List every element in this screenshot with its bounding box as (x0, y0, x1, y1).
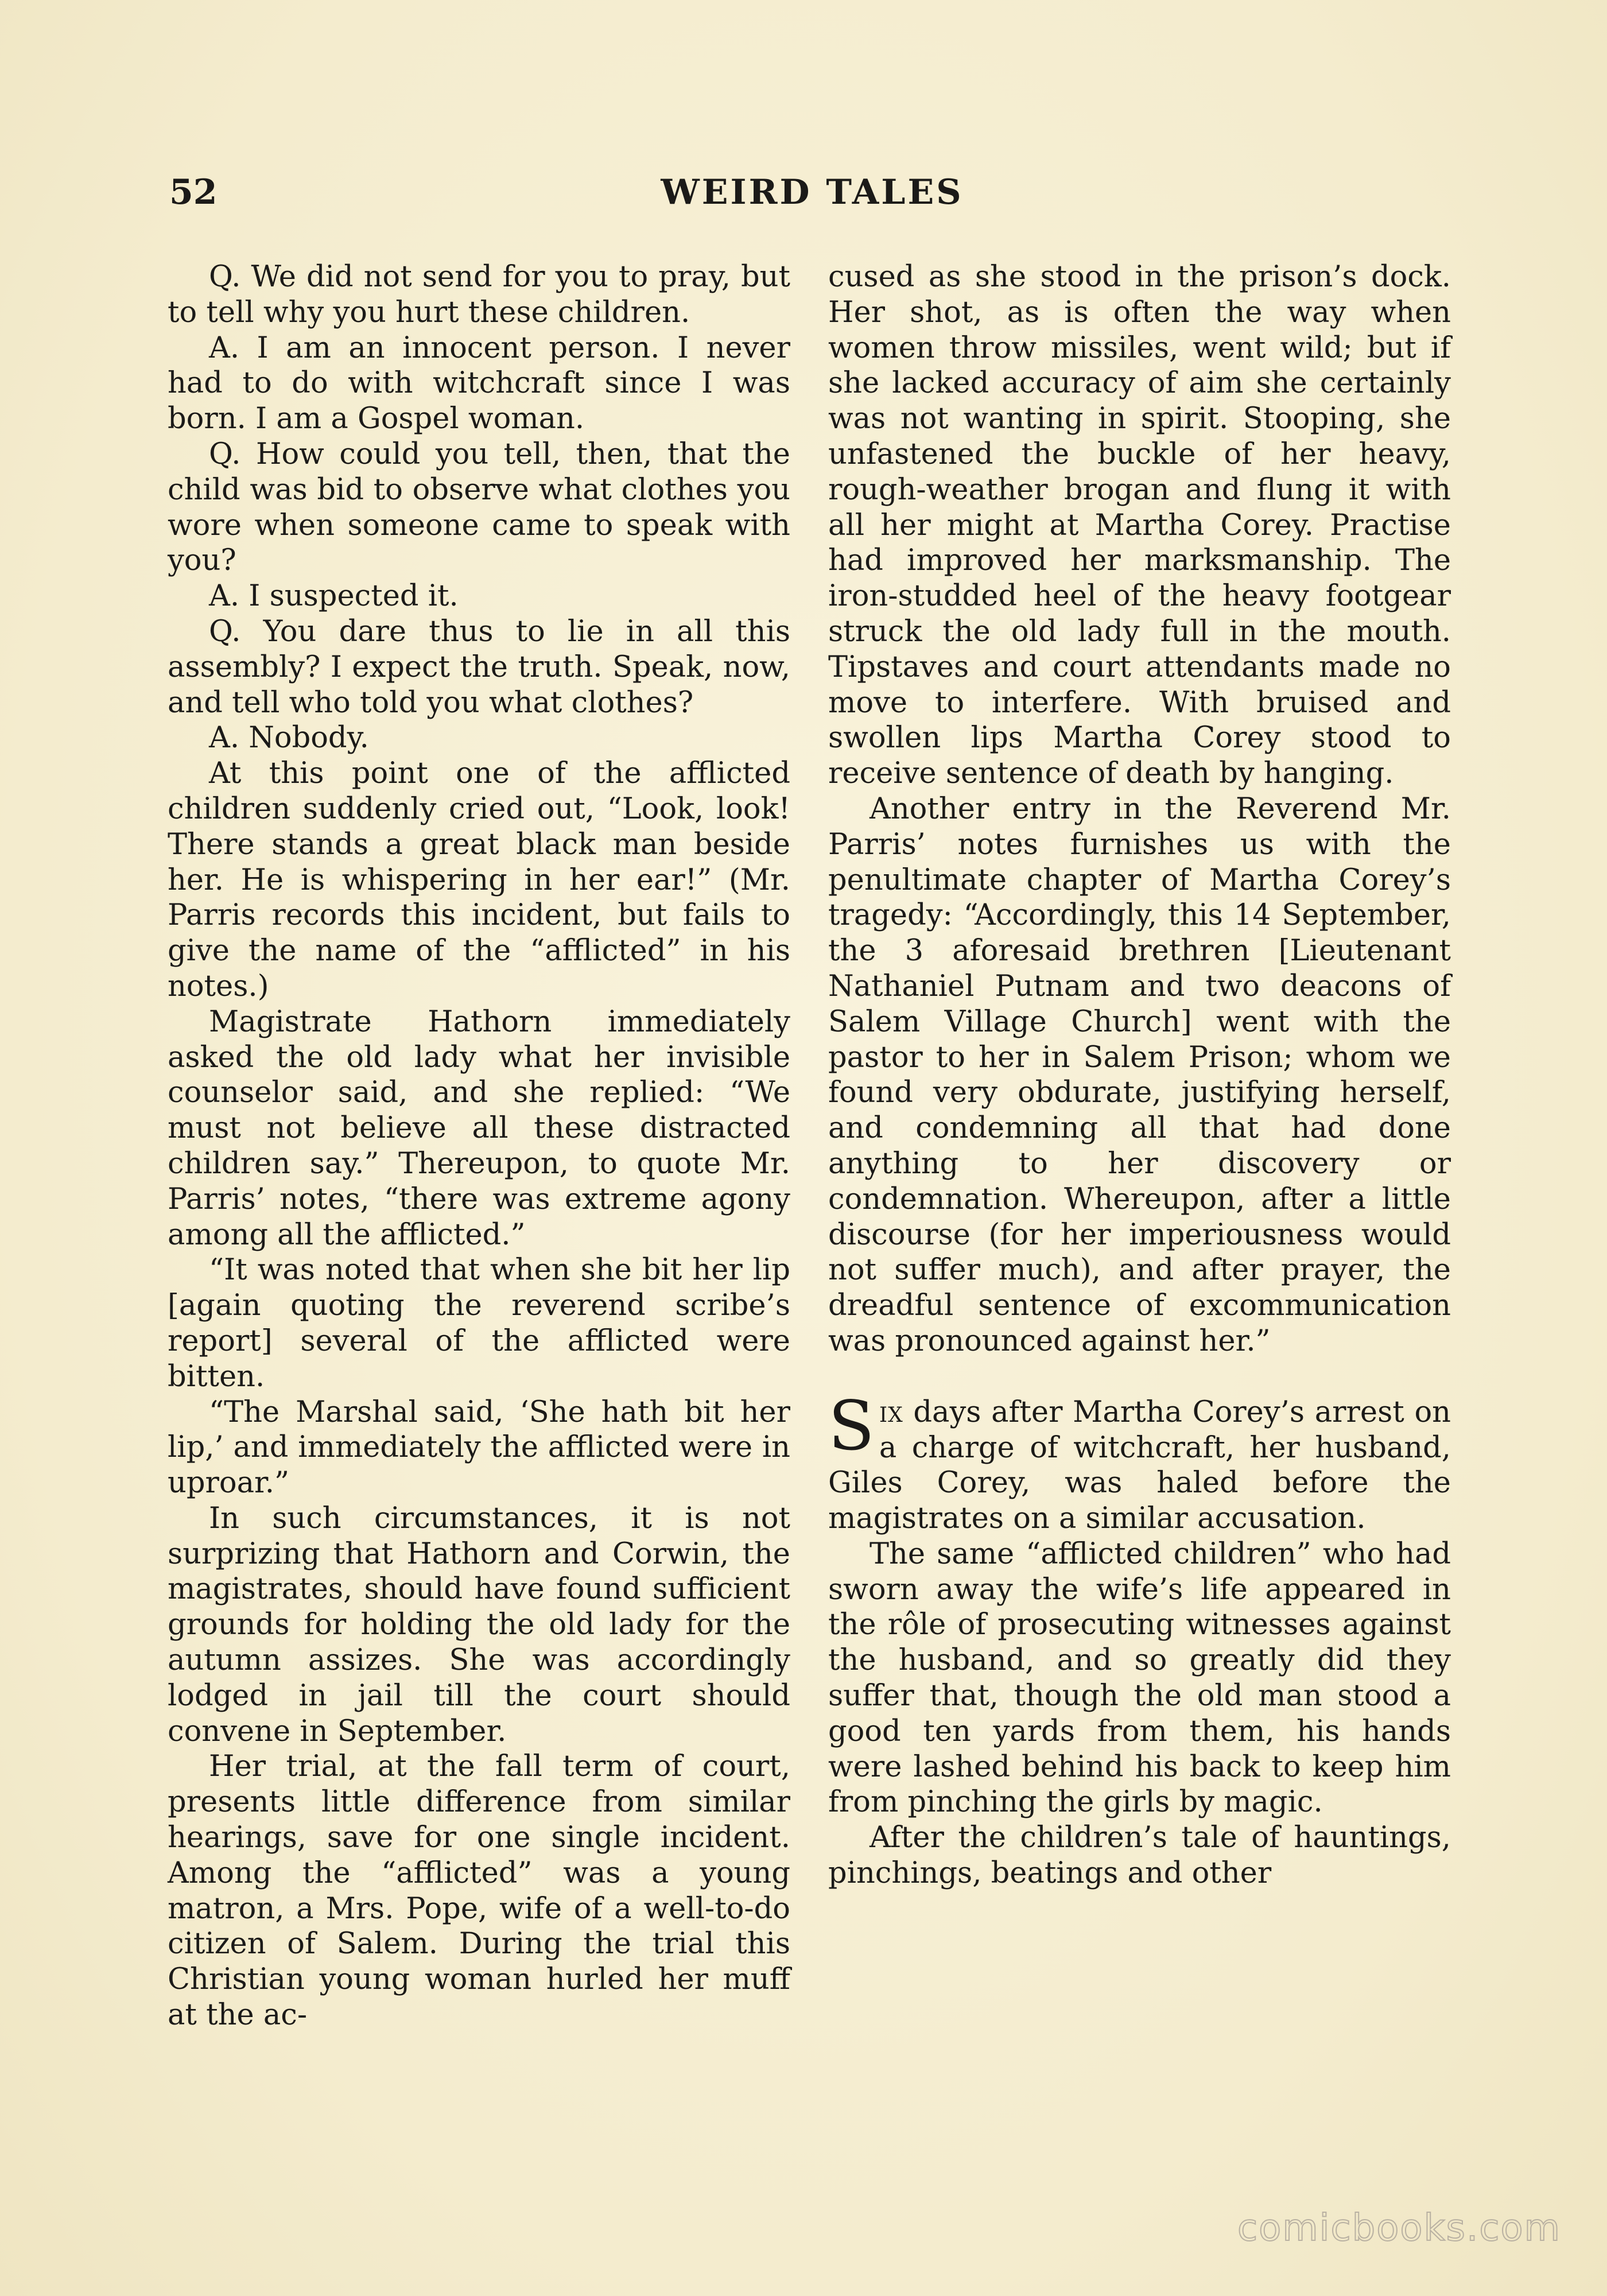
paragraph: At this point one of the afflicted children suddenly cried out, “Look, look! There stands a great black man beside her. He is whispering in her ear!” (Mr. Parris records this incident, but fails to give the name of the “afflicted” in his notes.) (168, 757, 790, 1003)
paragraph: A. I am an innocent person. I never had to do with witchcraft since I was born. I am a Gospel woman. (168, 331, 790, 436)
left-column (168, 259, 790, 2033)
page-header (164, 172, 1461, 230)
paragraph: In such circumstances, it is not surprizing that Hathorn and Corwin, the magistrates, should have found sufficient grounds for holding the old lady for the autumn assizes. She was accordingly lodged in jail till the court should convene in September. (168, 1501, 790, 1748)
opening-text: days after Martha Corey’s arrest on a charge of witchcraft, her husband, Giles Corey, was haled before the magistrates on a similar accusation. (828, 1395, 1451, 1536)
paragraph: A. I suspected it. (209, 579, 459, 614)
paragraph: Q. You dare thus to lie in all this assembly? I expect the truth. Speak, now, and tell who told you what clothes? (168, 614, 790, 720)
watermark-logo: comicbooks.com (1237, 2207, 1561, 2250)
opening-smallcaps: ix (879, 1395, 903, 1429)
right-column (828, 259, 1451, 1891)
paragraph: Her trial, at the fall term of court, presents little difference from similar hearings, save for one single incident. Among the “afflicted” was a young matron, a Mrs. Pope, wife of a well-to-do citizen of Salem. During the trial this Christian young woman hurled her muff at the ac- (168, 1750, 790, 2033)
page-number: 52 (169, 172, 218, 212)
paragraph: A. Nobody. (209, 721, 369, 755)
paragraph: cused as she stood in the prison’s dock. Her shot, as is often the way when women throw missiles, went wild; but if she lacked accuracy of aim she certainly was not wanting in spirit. Stooping, she unfastened the buckle of her heavy, rough-weather brogan and flung it with all her might at Martha Corey. Practise had improved her marksmanship. The iron-studded heel of the heavy footgear struck the old lady full in the mouth. Tipstaves and court attendants made no move to interfere. With bruised and swollen lips Martha Corey stood to receive sentence of death by hanging. (828, 260, 1451, 791)
paragraph: “It was noted that when she bit her lip [again quoting the reverend scribe’s report] several of the afflicted were bitten. (168, 1253, 790, 1394)
paragraph: “The Marshal said, ‘She hath bit her lip,’ and immediately the afflicted were in uproar.” (168, 1395, 790, 1500)
paragraph: Magistrate Hathorn immediately asked the old lady what her invisible counselor said, and she replied: “We must not believe all these distracted children say.” Thereupon, to quote Mr. Parris’ notes, “there was extreme agony among all the afflicted.” (168, 1004, 790, 1252)
paragraph: Q. How could you tell, then, that the child was bid to observe what clothes you wore when someone came to speak with you? (168, 437, 790, 578)
magazine-title: WEIRD TALES (661, 172, 964, 212)
paragraph: Q. We did not send for you to pray, but to tell why you hurt these children. (168, 260, 790, 329)
section-break (828, 1359, 1451, 1395)
paragraph: The same “afflicted children” who had sworn away the wife’s life appeared in the rôle of prosecuting witnesses against the husband, and so greatly did they suffer that, though the old man stood a good ten yards from them, his hands were lashed behind his back to keep him from pinching the girls by magic. (828, 1537, 1451, 1820)
drop-cap: S (828, 1386, 875, 1465)
paragraph: Another entry in the Reverend Mr. Parris’ notes furnishes us with the penultimate chapter of Martha Corey’s tragedy: “Accordingly, this 14 September, the 3 aforesaid brethren [Lieutenant Nathaniel Putnam and two deacons of Salem Village Church] went with the pastor to her in Salem Prison; whom we found very obdurate, justifying herself, and condemning all that had done anything to her discovery or condemnation. Whereupon, after a little discourse (for her imperiousness would not suffer much), and after prayer, the dreadful sentence of excommunication was pronounced against her.” (828, 792, 1451, 1358)
paragraph: After the children’s tale of hauntings, pinchings, beatings and other (828, 1821, 1451, 1891)
section-opening-paragraph (828, 1386, 1451, 1537)
